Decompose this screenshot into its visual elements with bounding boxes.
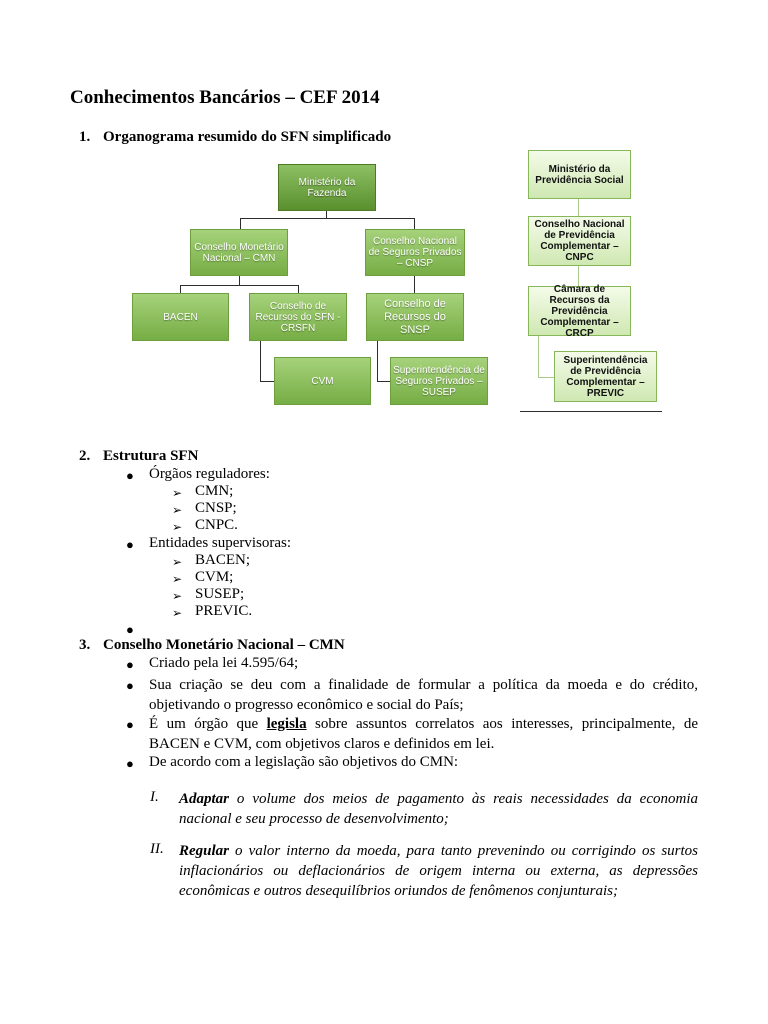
org-crsnsp [366,293,464,341]
supervisoras-label: Entidades supervisoras: [149,535,292,551]
cmn-bullet-1: Criado pela lei 4.595/64; [149,655,299,671]
org-cnpc [528,216,631,266]
cmn-bullet-3 [149,714,698,754]
supervisora-item: CVM; [195,569,234,585]
arrow-bullet-icon: ➢ [172,486,183,500]
org-susep-label: Superintendência de Seguros Privados – SUSEP [393,364,485,398]
arrow-bullet-icon: ➢ [172,589,183,603]
objective-2-text: o valor interno da moeda, para tanto prevenindo ou corrigindo os surtos inflacionários ou deflacionários de origem interna ou externa, as depressões econômicas e outros desequilíbrios oriundos de fenômenos conjunturais; [179,843,698,899]
cmn-bullet-3-pre: É um órgão que [149,716,267,732]
section-1-number: 1. [79,129,91,145]
org-ministerio-fazenda [278,164,376,211]
org-cnsp-label: Conselho Nacional de Seguros Privados – CNSP [368,236,462,269]
org-bacen-label: BACEN [163,311,198,323]
section-1-title: Organograma resumido do SFN simplificado [103,129,392,145]
divider-line [520,411,662,412]
bullet-icon: ● [126,622,134,637]
cmn-bullet-4: De acordo com a legislação são objetivos do CMN: [149,754,459,770]
org-crsfn-label: Conselho de Recursos do SFN - CRSFN [255,300,341,334]
org-cvm [274,357,371,405]
objective-2 [179,841,698,901]
arrow-bullet-icon: ➢ [172,503,183,517]
regulador-item: CNPC. [195,517,238,533]
supervisora-item: PREVIC. [195,603,253,619]
org-ministerio-previdencia [528,150,631,199]
bullet-icon: ● [126,717,134,732]
arrow-bullet-icon: ➢ [172,572,183,586]
org-susep [390,357,488,405]
org-crcp-label: Câmara de Recursos da Previdência Complementar – CRCP [540,283,619,339]
arrow-bullet-icon: ➢ [172,520,183,534]
org-cvm-label: CVM [311,375,334,387]
org-previc [554,351,657,402]
objective-roman-1: I. [150,789,159,805]
supervisora-item: SUSEP; [195,586,245,602]
section-2-title: Estrutura SFN [103,448,199,464]
reguladores-label: Órgãos reguladores: [149,466,270,482]
org-cnpc-label: Conselho Nacional de Previdência Complementar – CNPC [534,219,625,263]
org-previc-label: Superintendência de Previdência Complementar – PREVIC [563,354,648,399]
org-crsfn [249,293,347,341]
org-cmn-label: Conselho Monetário Nacional – CMN [194,241,284,264]
bullet-icon: ● [126,468,134,483]
document-title: Conhecimentos Bancários – CEF 2014 [70,87,380,108]
arrow-bullet-icon: ➢ [172,555,183,569]
bullet-icon: ● [126,537,134,552]
regulador-item: CNSP; [195,500,237,516]
cmn-bullet-2: Sua criação se deu com a finalidade de formular a política da moeda e do crédito, objetivando o progresso econômico e social do País; [149,677,698,713]
objective-2-keyword: Regular [179,843,230,859]
objective-roman-2: II. [150,841,164,857]
supervisora-item: BACEN; [195,552,251,568]
section-3-title: Conselho Monetário Nacional – CMN [103,637,345,653]
cmn-bullet-3-post: sobre assuntos correlatos aos interesses, principalmente, de BACEN e CVM, com objetivos claros e definidos em lei. [149,716,698,752]
regulador-item: CMN; [195,483,234,499]
org-cmn [190,229,288,276]
org-crsnsp-label: Conselho de Recursos do SNSP [384,297,446,336]
objective-1-keyword: Adaptar [179,791,230,807]
objective-1 [179,789,698,829]
org-cnsp [365,229,465,276]
org-bacen [132,293,229,341]
arrow-bullet-icon: ➢ [172,606,183,620]
org-ministerio-fazenda-label: Ministério da Fazenda [298,176,356,199]
objective-1-text: o volume dos meios de pagamento às reais necessidades da economia nacional e seu processo de desenvolvimento; [179,791,698,827]
bullet-icon: ● [126,756,134,771]
org-crcp [528,283,631,339]
section-3-number: 3. [79,637,91,653]
bullet-icon: ● [126,657,134,672]
legisla-emphasis: legisla [266,716,307,732]
bullet-icon: ● [126,678,134,693]
org-ministerio-previdencia-label: Ministério da Previdência Social [535,163,624,186]
section-2-number: 2. [79,448,91,464]
